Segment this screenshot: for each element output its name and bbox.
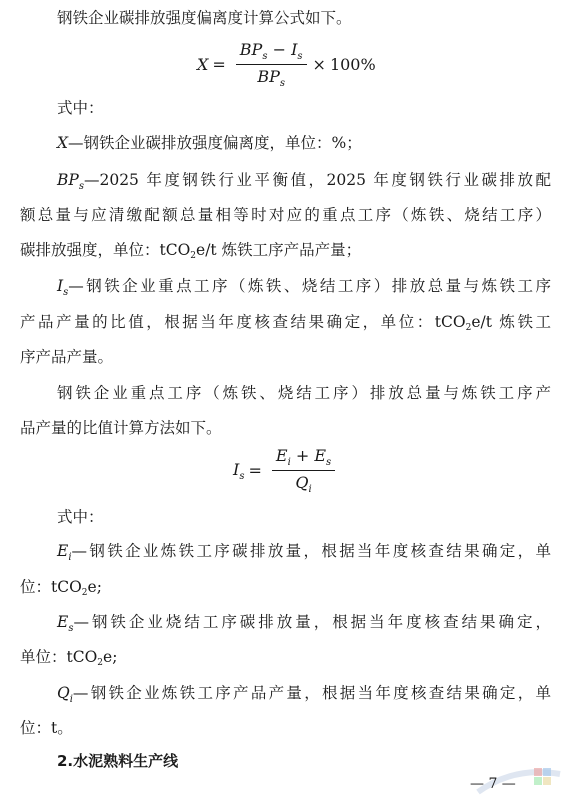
- num-var-e2: E: [314, 446, 327, 465]
- formula-numerator: [236, 40, 307, 65]
- num-sub-s: s: [262, 51, 268, 62]
- formula-deviation: [197, 40, 376, 89]
- def-qi-sub: i: [69, 694, 73, 705]
- def-bps-var: BP: [57, 171, 79, 189]
- percent-value: 100%: [329, 55, 376, 74]
- def-x: [57, 133, 551, 153]
- formula2-equals: =: [248, 461, 262, 480]
- def-ei-unit-a: 位：tCO: [20, 578, 82, 596]
- def-is-text1: —钢铁企业重点工序（炼铁、烧结工序）排放总量与炼铁工序: [68, 277, 551, 295]
- num-sub-s2: s: [297, 51, 303, 62]
- formula2-numerator: [272, 446, 335, 471]
- num-var-e: E: [275, 446, 288, 465]
- formula2-denominator: [291, 471, 315, 495]
- def-ei-line2: [20, 577, 551, 603]
- def-bps-unit-b: e/t 炼铁工序产品产量；: [196, 241, 362, 259]
- num-var-bp: BP: [239, 40, 263, 59]
- def-es-sub: s: [68, 623, 74, 634]
- formula-denominator: [253, 65, 289, 89]
- den-sub-s: s: [279, 78, 285, 89]
- def-ei-var: E: [57, 542, 69, 560]
- plus-sign: +: [295, 446, 310, 465]
- formula-ratio: [233, 446, 341, 495]
- def-qi-var: Q: [57, 684, 70, 702]
- def-is-line3: 序产品产量。: [20, 348, 114, 366]
- den-sub-i: i: [308, 484, 312, 495]
- def-is-var: I: [57, 277, 64, 295]
- def-ei-unit-sub: 2: [81, 588, 88, 598]
- def-es-var: E: [57, 613, 69, 631]
- den-var-q: Q: [295, 473, 309, 492]
- page-number: — 7 —: [470, 776, 516, 792]
- def-es-unit-sub: 2: [97, 658, 104, 668]
- def-bps-line3: [20, 240, 551, 266]
- formula-lhs: X: [197, 55, 209, 74]
- def-is-unit-b: e/t 炼铁工: [471, 313, 551, 331]
- def-x-var: X: [57, 134, 69, 152]
- where-label-1: 式中：: [57, 99, 104, 117]
- times-sign: ×: [312, 55, 326, 74]
- intro-text: 钢铁企业碳排放强度偏离度计算公式如下。: [57, 9, 352, 27]
- minus-sign: −: [272, 40, 286, 59]
- def-is-line2: [20, 312, 551, 338]
- num-sub-s3: s: [326, 457, 332, 468]
- where-label-2: 式中：: [57, 508, 104, 526]
- def-bps-line1: [57, 170, 551, 197]
- def-bps-unit-a: 碳排放强度，单位：tCO: [20, 241, 191, 259]
- def-qi-line1: [57, 683, 551, 710]
- formula-fraction: [236, 40, 307, 89]
- def-ei-unit-b: e;: [87, 578, 102, 596]
- para2-line2: 品产量的比值计算方法如下。: [20, 419, 222, 437]
- lhs-var-i: I: [233, 459, 240, 479]
- lhs-sub-s: s: [239, 470, 245, 482]
- para2-line1: 钢铁企业重点工序（炼铁、烧结工序）排放总量与炼铁工序产: [57, 384, 551, 402]
- def-qi-line2: 位：t。: [20, 719, 73, 737]
- den-var-bp: BP: [257, 67, 280, 86]
- def-bps-unit-sub: 2: [190, 251, 197, 261]
- def-qi-text1: —钢铁企业炼铁工序产品产量，根据当年度核查结果确定，单: [72, 684, 551, 702]
- num-var-i: I: [291, 40, 298, 59]
- def-is-unit-sub: 2: [465, 323, 472, 333]
- def-es-line2: [20, 647, 551, 673]
- def-is-unit-a: 产品产量的比值，根据当年度核查结果确定，单位：tCO: [20, 313, 466, 331]
- def-ei-line1: [57, 541, 551, 568]
- def-es-text1: —钢铁企业烧结工序碳排放量，根据当年度核查结果确定，: [73, 613, 551, 631]
- def-ei-text1: —钢铁企业炼铁工序碳排放量，根据当年度核查结果确定，单: [71, 542, 551, 560]
- def-es-unit-b: e;: [103, 648, 118, 666]
- def-es-line1: [57, 612, 551, 639]
- def-es-unit-a: 单位：tCO: [20, 648, 98, 666]
- def-is-line1: [57, 276, 551, 303]
- def-bps-line2: 额总量与应清缴配额总量相等时对应的重点工序（炼铁、烧结工序）: [20, 206, 551, 224]
- section-heading: 2.水泥熟料生产线: [57, 752, 179, 770]
- def-is-sub: s: [63, 287, 69, 298]
- def-bps-sub: s: [78, 181, 84, 192]
- def-ei-sub: i: [68, 552, 72, 563]
- num-sub-i: i: [287, 457, 291, 468]
- def-x-text: —钢铁企业碳排放强度偏离度，单位：%；: [68, 134, 362, 152]
- def-bps-text1: —2025 年度钢铁行业平衡值，2025 年度钢铁行业碳排放配: [83, 171, 551, 189]
- formula2-lhs: [233, 460, 244, 482]
- formula2-fraction: [272, 446, 335, 495]
- formula-equals: =: [212, 55, 226, 74]
